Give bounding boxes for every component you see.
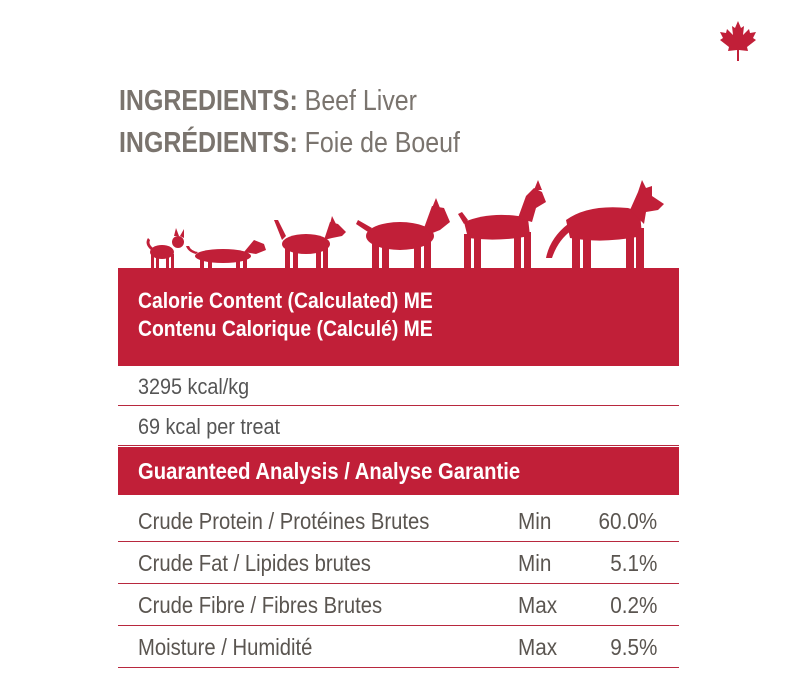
calorie-header-en: Calorie Content (Calculated) ME — [138, 288, 433, 313]
analysis-row — [118, 500, 679, 542]
maple-leaf-icon — [718, 20, 758, 62]
analysis-value: 0.2% — [609, 592, 657, 618]
analysis-row — [118, 584, 679, 626]
analysis-name: Crude Protein / Protéines Brutes — [138, 508, 430, 534]
ingredients-line-en — [119, 80, 460, 122]
dog-silhouettes-graphic — [118, 178, 678, 270]
analysis-value: 60.0% — [598, 508, 657, 534]
analysis-value: 5.1% — [609, 550, 657, 576]
ingredients-label-fr: INGRÉDIENTS: — [119, 127, 298, 159]
ingredients-line-fr — [119, 122, 460, 164]
calorie-per-kg: 3295 kcal/kg — [138, 374, 250, 399]
analysis-name: Crude Fibre / Fibres Brutes — [138, 592, 383, 618]
ingredients-value-en: Beef Liver — [304, 85, 417, 117]
dog-icon-shepherd — [546, 180, 664, 268]
calorie-header-fr: Contenu Calorique (Calculé) ME — [138, 316, 433, 341]
guaranteed-analysis-title: Guaranteed Analysis / Analyse Garantie — [138, 458, 521, 484]
analysis-name: Crude Fat / Lipides brutes — [138, 550, 371, 576]
calorie-per-treat-row — [118, 406, 679, 446]
analysis-name: Moisture / Humidité — [138, 634, 313, 660]
dog-icon-dachshund — [186, 240, 266, 268]
dog-icon-boxer — [458, 180, 546, 268]
dog-icon-bull-terrier — [356, 198, 450, 268]
ingredients-value-fr: Foie de Boeuf — [304, 127, 460, 159]
analysis-row — [118, 542, 679, 584]
ingredients-block — [119, 80, 460, 164]
calorie-per-kg-row — [118, 366, 679, 406]
analysis-qualifier: Min — [518, 508, 552, 534]
analysis-qualifier: Max — [518, 592, 558, 618]
calorie-per-treat: 69 kcal per treat — [138, 414, 280, 439]
dog-icon-terrier — [274, 216, 346, 268]
analysis-qualifier: Min — [518, 550, 552, 576]
ingredients-label-en: INGREDIENTS: — [119, 85, 298, 117]
analysis-qualifier: Max — [518, 634, 558, 660]
dog-icon-chihuahua — [147, 228, 184, 268]
guaranteed-analysis-header — [118, 447, 679, 495]
analysis-value: 9.5% — [609, 634, 657, 660]
analysis-row — [118, 626, 679, 668]
calorie-content-header — [118, 268, 679, 366]
